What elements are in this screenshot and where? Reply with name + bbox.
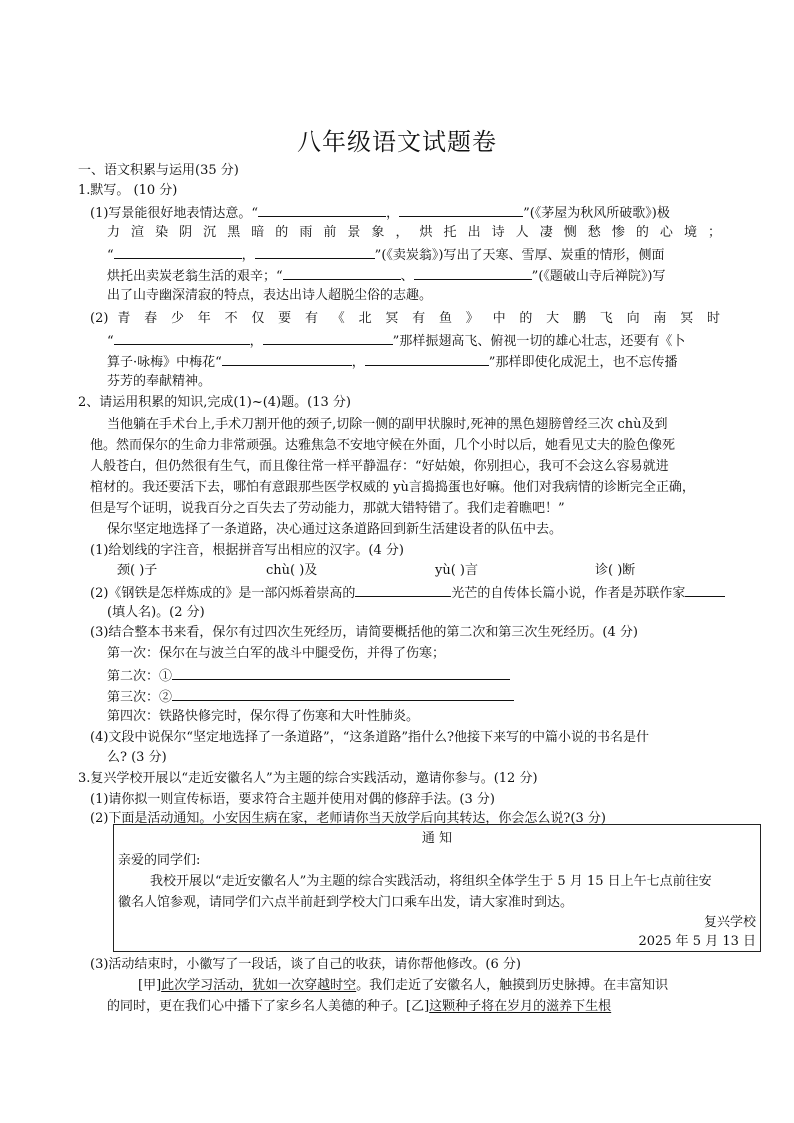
notice-box	[113, 824, 761, 952]
answer-blank[interactable]	[365, 352, 489, 366]
life-event-2	[107, 666, 510, 686]
question-1-heading: 1.默写。 (10 分)	[78, 183, 178, 198]
text: ，	[249, 334, 263, 349]
answer-blank[interactable]	[255, 245, 375, 259]
q2-sub1: (1)给划线的字注音，根据拼音写出相应的汉字。(4 分)	[90, 543, 404, 558]
answer-blank[interactable]	[355, 583, 451, 597]
answer-blank[interactable]	[114, 245, 242, 259]
pinyin-item: 诊( )断	[595, 563, 636, 578]
question-3-heading: 3.复兴学校开展以“走近安徽名人”为主题的综合实践活动，邀请你参与。(12 分)	[78, 771, 538, 786]
answer-blank[interactable]	[685, 583, 725, 597]
text: 算子·咏梅》中梅花“	[107, 355, 222, 370]
marker: [甲]	[138, 978, 162, 993]
q1-part2-line4: 芬芳的奉献精神。	[107, 374, 212, 389]
q1-part2-line3	[107, 352, 677, 372]
notice-greeting: 亲爱的同学们:	[118, 853, 201, 868]
answer-blank[interactable]	[283, 266, 401, 280]
passage-line: 当他躺在手术台上,手术刀割开他的颈子,切除一侧的副甲状腺时,死神的黑色翅膀曾经三次 chù及到	[107, 417, 668, 432]
q1-part2-line1: (2) 青 春 少 年 不 仅 要 有 《 北 冥 有 鱼 》 中 的 大 鹏 飞 向 南 冥 时	[90, 311, 720, 326]
text: ”那样振翅高飞、俯视一切的雄心壮志，还要有《卜	[392, 334, 686, 349]
q1-part1-line2: 力渲染阴沉黑暗的雨前景象，烘托出诗人凄恻愁惨的心境；	[107, 225, 721, 240]
text: ，	[351, 355, 365, 370]
text: 第三次：②	[107, 690, 173, 705]
text: 第二次：①	[107, 669, 173, 684]
notice-signature: 复兴学校	[703, 915, 756, 930]
text: ，	[386, 206, 400, 221]
text: ”那样即使化成泥土，也不忘传播	[488, 355, 678, 370]
answer-blank[interactable]	[172, 687, 514, 701]
q2-sub4-line1: (4)文段中说保尔“坚定地选择了一条道路”，“这条道路”指什么?他接下来写的中篇小说的书名是什	[90, 730, 649, 745]
underlined-sentence: 此次学习活动，犹如一次穿越时空	[161, 978, 357, 993]
answer-blank[interactable]	[114, 331, 250, 345]
answer-blank[interactable]	[414, 266, 532, 280]
underlined-sentence: 这颗种子将在岁月的滋养下生根	[429, 999, 612, 1014]
life-event-4: 第四次：铁路快修完时，保尔得了伤寒和大叶性肺炎。	[107, 709, 420, 724]
q3-sub2: (2)下面是活动通知。小安因生病在家，老师请你当天放学后向其转达，你会怎么说?(3 分)	[90, 811, 606, 826]
essay-line2	[107, 998, 611, 1016]
q1-part1-line4	[107, 266, 665, 286]
notice-body-line2: 徽名人馆参观，请同学们六点半前赶到学校大门口乘车出发，请大家准时到达。	[118, 895, 574, 910]
text: 。我们走近了安徽名人，触摸到历史脉搏。在丰富知识	[356, 978, 669, 993]
q1-part1-line5: 出了山寺幽深清寂的特点，表达出诗人超脱尘俗的志趣。	[107, 288, 433, 303]
text: 的同时，更在我们心中播下了家乡名人美德的种子。[乙]	[107, 999, 430, 1014]
text: ，	[241, 248, 255, 263]
answer-blank[interactable]	[263, 331, 393, 345]
essay-line1	[138, 977, 668, 995]
answer-blank[interactable]	[222, 352, 352, 366]
q3-sub3: (3)活动结束时，小徽写了一段话，谈了自己的收获，请你帮他修改。(6 分)	[90, 957, 521, 972]
life-event-3	[107, 687, 514, 707]
q2-sub4-line2: 么? (3 分)	[107, 750, 167, 765]
text: (2)《钢铁是怎样炼成的》是一部闪烁着崇高的	[90, 586, 356, 601]
q3-sub1: (1)请你拟一则宣传标语，要求符合主题并使用对偶的修辞手法。(3 分)	[90, 792, 495, 807]
passage-line: 人般苍白，但仍然很有生气，而且像往常一样平静温存：“好姑娘，你别担心，我可不会这么容易就进	[90, 459, 669, 474]
q1-part1-line1	[90, 203, 670, 223]
pinyin-item: chù( )及	[266, 563, 318, 578]
text: 烘托出卖炭老翁生活的艰辛；“	[107, 269, 283, 284]
passage-line: 保尔坚定地选择了一条道路，决心通过这条道路回到新生活建设者的队伍中去。	[107, 522, 563, 537]
passage-line: 棺材的。我还要活下去，哪怕有意跟那些医学权威的 yù言捣捣蛋也好嘛。他们对我病情的诊断完全正确，	[90, 480, 695, 495]
text: ”(《茅屋为秋风所破歌》)极	[523, 206, 670, 221]
q1-part1-line3	[107, 245, 664, 265]
text: (1)写景能很好地表情达意。“	[90, 206, 259, 221]
answer-blank[interactable]	[399, 203, 523, 217]
text: “	[107, 334, 114, 349]
q2-sub2-line2: (填人名)。(2 分)	[107, 605, 205, 620]
text: 光芒的自传体长篇小说，作者是苏联作家	[451, 586, 686, 601]
notice-body-line1: 我校开展以“走近安徽名人”为主题的综合实践活动，将组织全体学生于 5 月 15 日上午七点前往安	[150, 874, 712, 889]
q2-sub2-line1	[90, 583, 725, 603]
notice-title: 通 知	[421, 831, 453, 846]
text: “	[107, 248, 114, 263]
passage-line: 但是写个证明，说我百分之百失去了劳动能力，那就大错特错了。我们走着瞧吧！”	[90, 501, 565, 516]
text: ”(《题破山寺后禅院》)写	[531, 269, 666, 284]
q1-part2-line2	[107, 331, 685, 351]
pinyin-item: yù( )言	[435, 563, 478, 578]
notice-date: 2025 年 5 月 13 日	[638, 934, 756, 949]
q2-sub3: (3)结合整本书来看，保尔有过四次生死经历，请简要概括他的第二次和第三次生死经历。(4 分)	[90, 625, 638, 640]
question-2-heading: 2、请运用积累的知识,完成(1)~(4)题。(13 分)	[78, 395, 351, 410]
life-event-1: 第一次：保尔在与波兰白军的战斗中腿受伤，并得了伤寒；	[107, 646, 446, 661]
text: 、	[400, 269, 414, 284]
answer-blank[interactable]	[258, 203, 386, 217]
passage-line: 他。然而保尔的生命力非常顽强。达雅焦急不安地守候在外面，几个小时以后，她看见丈夫的脸色像死	[90, 438, 676, 453]
page-title: 八年级语文试题卷	[297, 128, 497, 156]
text: ”(《卖炭翁》)写出了天寒、雪厚、炭重的情形，侧面	[374, 248, 665, 263]
answer-blank[interactable]	[172, 666, 510, 680]
pinyin-item: 颈( )子	[117, 563, 158, 578]
section-heading: 一、语文积累与运用(35 分)	[78, 163, 239, 178]
